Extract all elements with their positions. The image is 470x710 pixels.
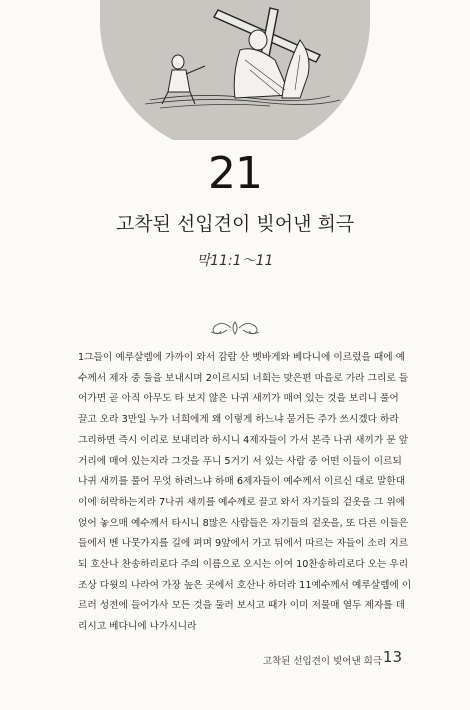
passage-line: 르러 성전에 들어가사 모든 것을 둘러 보시고 때가 이미 저물매 열두 제자를 데 — [78, 600, 406, 612]
passage-line: 끌고 오라 3만일 누가 너희에게 왜 이렇게 하느냐 묻거든 주가 쓰시겠다 하라 — [78, 414, 399, 426]
chapter-title: 고착된 선입견이 빚어낸 희극 — [115, 213, 355, 235]
chapter-number: 21 — [208, 148, 262, 199]
passage-line: 이에 허락하는지라 7나귀 새끼를 예수께로 끌고 와서 자기들의 겉옷을 그 위에 — [78, 496, 406, 508]
passage-line: 어가면 곧 아직 아무도 타 보지 않은 나귀 새끼가 매여 있는 것을 보리니 풀어 — [78, 393, 399, 405]
scripture-reference: 막11:1～11 — [196, 253, 274, 269]
passage-line: 조상 다윗의 나라여 가장 높은 곳에서 호산나 하더라 11예수께서 예루살렘에 이 — [78, 579, 412, 591]
passage-line: 1그들이 예루살렘에 가까이 와서 감람 산 벳바게와 베다니에 이르렀을 때에 예 — [78, 352, 406, 363]
passage-line: 수께서 제자 중 둘을 보내시며 2이르시되 너희는 맞은편 마을로 가라 그리로 들 — [78, 372, 409, 384]
crucifixion-illustration — [0, 0, 470, 140]
passage-line: 그리하면 즉시 이리로 보내리라 하시니 4제자들이 가서 본즉 나귀 새끼가 문 앞 — [78, 434, 409, 446]
running-title: 고착된 선입견이 빚어낸 희극 — [262, 656, 382, 667]
passage-line: 리시고 베다니에 나가시니라 — [78, 621, 197, 633]
passage-line: 거리에 매여 있는지라 그것을 푸니 5거기 서 있는 사람 중 어떤 이들이 이르되 — [78, 455, 402, 467]
passage-line: 되 호산나 찬송하리로다 주의 이름으로 오시는 이여 10찬송하리로다 오는 우리 — [78, 559, 409, 571]
scripture-passage — [78, 348, 412, 638]
page-number: 13 — [382, 648, 402, 666]
passage-line: 얹어 놓으매 예수께서 타시니 8많은 사람들은 자기들의 겉옷을, 또 다른 이들은 — [78, 517, 409, 529]
decorative-ornament — [205, 318, 265, 338]
passage-line: 들에서 벤 나뭇가지를 길에 펴며 9앞에서 가고 뒤에서 따르는 자들이 소리 지르 — [78, 538, 409, 550]
passage-line: 나귀 새끼를 풀어 무엇 하려느냐 하매 6제자들이 예수께서 이르신 대로 말한대 — [78, 476, 406, 488]
